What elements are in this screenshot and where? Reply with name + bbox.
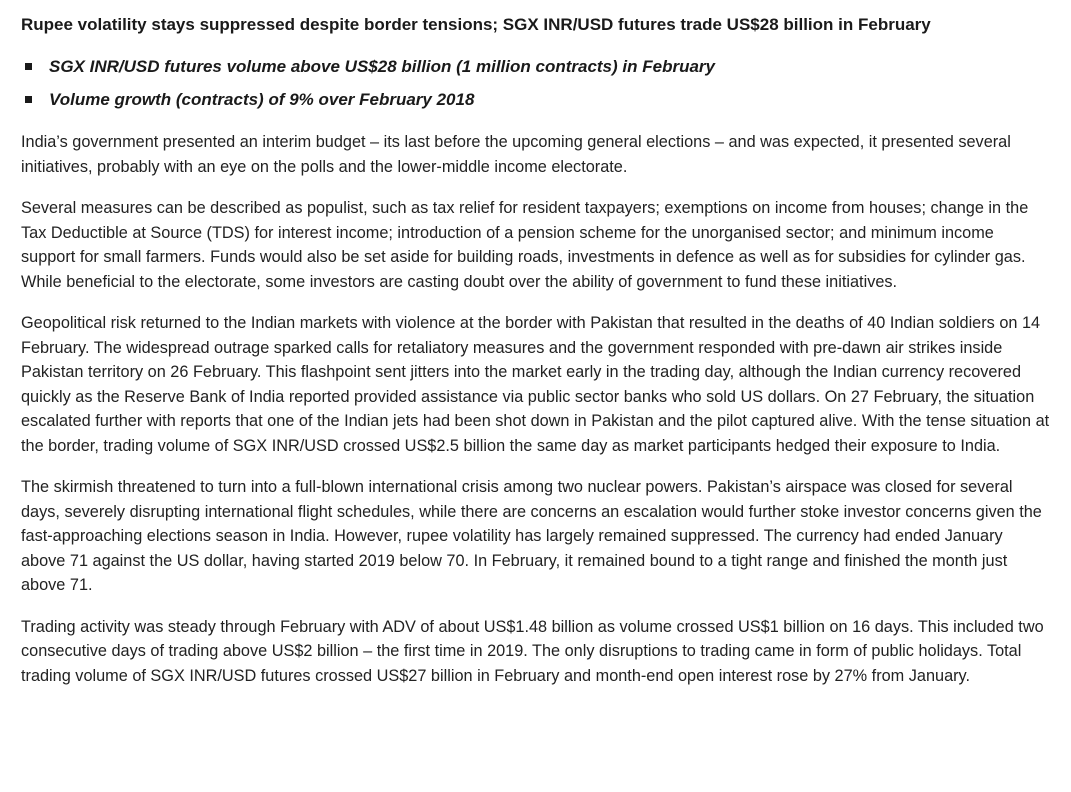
highlight-text: SGX INR/USD futures volume above US$28 billion (1 million contracts) in February — [49, 57, 715, 76]
highlights-list — [21, 50, 1051, 116]
paragraph-trading-activity: Trading activity was steady through February with ADV of about US$1.48 billion as volume crossed US$1 billion on 16 days. This included two consecutive days of trading above US$2 billion – the first time in 2019. The only disruptions to trading came in form of public holidays. Total trading volume of SGX INR/USD futures crossed US$27 billion in February and month-end open interest rose by 27% from January. — [21, 617, 1044, 685]
square-bullet-icon — [25, 63, 32, 70]
highlight-text: Volume growth (contracts) of 9% over February 2018 — [49, 90, 475, 109]
paragraph-measures: Several measures can be described as populist, such as tax relief for resident taxpayers; exemptions on income from houses; change in the Tax Deductible at Source (TDS) for interest income; introduction of a pension scheme for the unorganised sector; and minimum income support for small farmers. Funds would also be set aside for building roads, investments in defence as well as for subsidies for cylinder gas. While beneficial to the electorate, some investors are casting doubt over the ability of government to fund these initiatives. — [21, 199, 1029, 291]
paragraph-budget: India’s government presented an interim budget – its last before the upcoming general elections – and was expected, it presented several initiatives, probably with an eye on the polls and the lower-middle income electorate. — [21, 133, 1011, 176]
article-headline: Rupee volatility stays suppressed despite border tensions; SGX INR/USD futures trade US$28 billion in February — [21, 15, 931, 34]
highlight-item — [21, 50, 1051, 83]
paragraph-skirmish: The skirmish threatened to turn into a full-blown international crisis among two nuclear powers. Pakistan’s airspace was closed for several days, severely disrupting international flight schedules, while there are concerns an escalation would further stoke investor concerns given the fast-approaching elections season in India. However, rupee volatility has largely remained suppressed. The currency had ended January above 71 against the US dollar, having started 2019 below 70. In February, it remained bound to a tight range and finished the month just above 71. — [21, 478, 1042, 594]
paragraph-geopolitical-risk: Geopolitical risk returned to the Indian markets with violence at the border with Pakistan that resulted in the deaths of 40 Indian soldiers on 14 February. The widespread outrage sparked calls for retaliatory measures and the government responded with pre-dawn air strikes inside Pakistan territory on 26 February. This flashpoint sent jitters into the market early in the trading day, although the Indian currency recovered quickly as the Reserve Bank of India reported provided assistance via public sector banks who sold US dollars. On 27 February, the situation escalated further with reports that one of the Indian jets had been shot down in Pakistan and the pilot captured alive. With the tense situation at the border, trading volume of SGX INR/USD crossed US$2.5 billion the same day as market participants hedged their exposure to India. — [21, 314, 1050, 455]
highlight-item — [21, 83, 1051, 116]
square-bullet-icon — [25, 96, 32, 103]
